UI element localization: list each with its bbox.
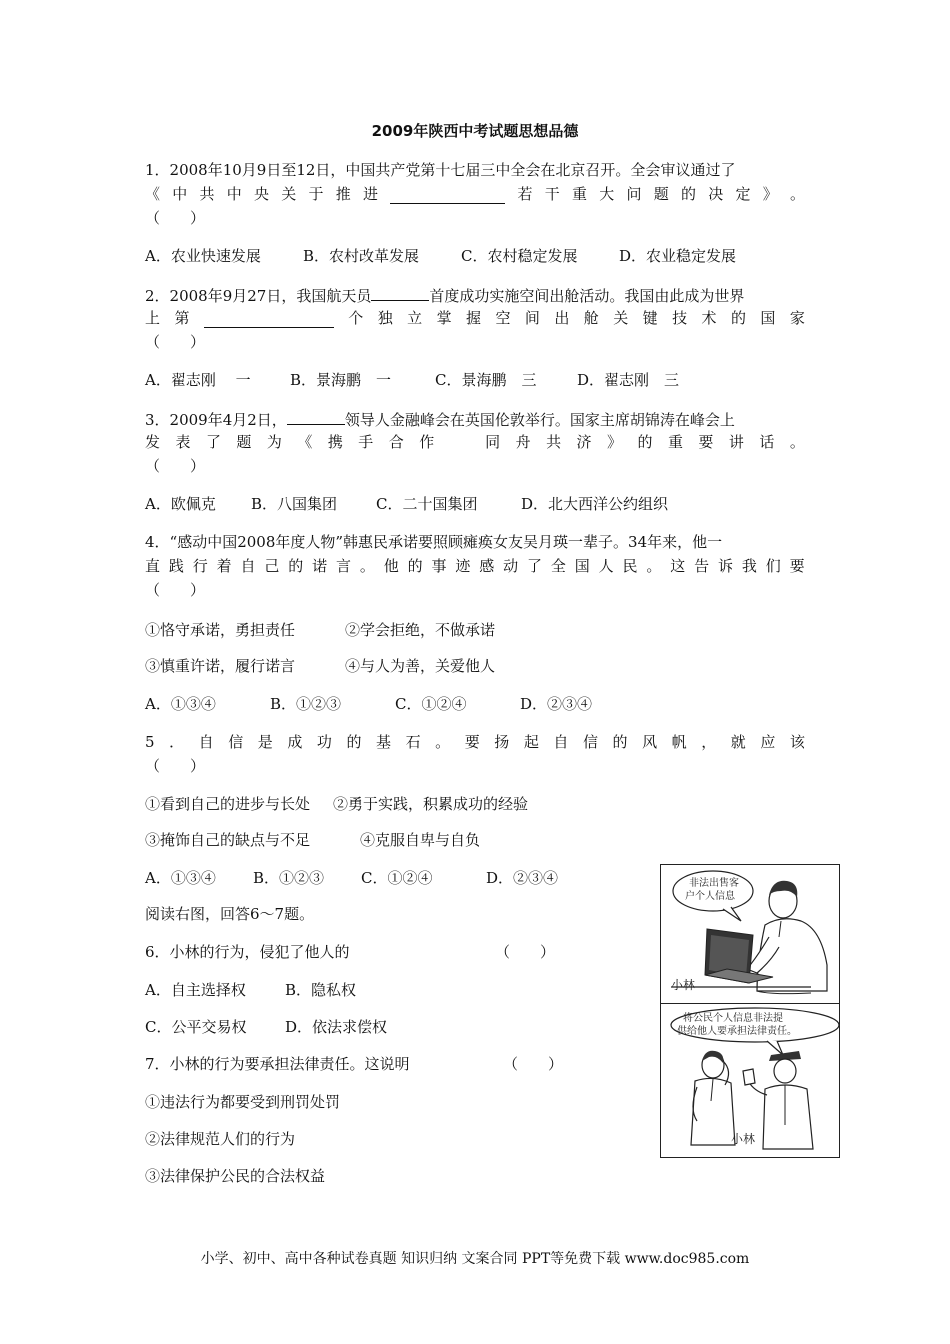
q5-statement-4: ④克服自卑与自负 <box>360 831 481 849</box>
q4-paren: （ ） <box>145 581 206 599</box>
line-char: 们 <box>765 557 781 575</box>
q4-statement-3: ③慎重许诺，履行诺言 <box>145 657 296 675</box>
q5-paren: （ ） <box>145 757 206 775</box>
line-char: 事 <box>431 557 447 575</box>
line-char: 技 <box>672 309 688 327</box>
q6-stem-line <box>145 942 555 962</box>
line-char: 风 <box>642 733 658 751</box>
q3-option-d: D．北大西洋公约组织 <box>521 495 669 513</box>
q3-option-c: C．二十国集团 <box>376 495 478 513</box>
line-char: 迹 <box>455 557 471 575</box>
line-char: 动 <box>503 557 519 575</box>
q2-option-c: C．景海鹏 三 <box>435 371 537 389</box>
line-char: 定 <box>735 185 751 203</box>
line-char: 舟 <box>515 433 531 451</box>
line-char: 讲 <box>728 433 744 451</box>
line-char: 自 <box>240 557 256 575</box>
q5-option-d: D．②③④ <box>486 869 559 887</box>
q4-option-a: A．①③④ <box>145 695 216 713</box>
line-char: 全 <box>550 557 566 575</box>
line-char: 济 <box>576 433 592 451</box>
line-char: 感 <box>479 557 495 575</box>
line-char: 关 <box>613 309 629 327</box>
q5-options <box>145 868 558 888</box>
line-char: 就 <box>730 733 746 751</box>
q4-line1: 4．“感动中国2008年度人物”韩惠民承诺要照顾瘫痪女友吴月瑛一辈子。34年来，他一 <box>145 533 723 551</box>
line-char: 于 <box>308 185 324 203</box>
q2-line2 <box>145 308 805 328</box>
line-char: 若 <box>517 185 533 203</box>
line-char: 同 <box>485 433 501 451</box>
line-char: 功 <box>316 733 332 751</box>
q3-paren: （ ） <box>145 457 206 475</box>
line-char: 的 <box>346 733 362 751</box>
line-char: 自 <box>553 733 569 751</box>
line-char: 我 <box>741 557 757 575</box>
line-char: 题 <box>236 433 252 451</box>
answer-blank <box>390 187 505 204</box>
q2-paren: （ ） <box>145 333 206 351</box>
q3-line1-b: 领导人金融峰会在英国伦敦举行。国家主席胡锦涛在峰会上 <box>344 411 735 429</box>
q2-option-b: B．景海鹏 一 <box>290 371 392 389</box>
line-char: 关 <box>281 185 297 203</box>
q3-option-b: B．八国集团 <box>251 495 338 513</box>
line-char: 键 <box>642 309 658 327</box>
line-char: 共 <box>199 185 215 203</box>
q3-option-a: A．欧佩克 <box>145 495 216 513</box>
q4-statement-2: ②学会拒绝，不做承诺 <box>345 621 496 639</box>
line-char: 掌 <box>436 309 452 327</box>
line-char: 了 <box>205 433 221 451</box>
line-char: 握 <box>466 309 482 327</box>
line-char: 诺 <box>312 557 328 575</box>
line-char: 题 <box>653 185 669 203</box>
q6-paren: （ ） <box>495 943 556 961</box>
q4-statements-1 <box>145 620 495 640</box>
q1-options <box>145 246 736 266</box>
line-char: 要 <box>464 733 480 751</box>
line-char: 的 <box>680 185 696 203</box>
q4-option-d: D．②③④ <box>520 695 593 713</box>
line-char: 。 <box>359 557 375 575</box>
q5-statement-3: ③掩饰自己的缺点与不足 <box>145 831 311 849</box>
line-char: 舱 <box>583 309 599 327</box>
line-char: 了 <box>527 557 543 575</box>
q3-blank1 <box>287 408 345 425</box>
q4-statement-1: ①恪守承诺，勇担责任 <box>145 621 296 639</box>
q4-statements-2 <box>145 656 495 676</box>
answer-blank <box>204 311 334 328</box>
q3-line1-a: 3．2009年4月2日， <box>145 411 287 429</box>
line-char: 行 <box>192 557 208 575</box>
line-char: 应 <box>760 733 776 751</box>
line-char: 进 <box>363 185 379 203</box>
bubble1-line1: 非法出售客 <box>689 878 739 889</box>
page-title: 2009年陕西中考试题思想品德 <box>371 122 579 140</box>
line-char: 上 <box>145 309 161 327</box>
q2-option-a: A．翟志刚 一 <box>145 371 251 389</box>
q4-line2 <box>145 556 805 576</box>
q5-line1 <box>145 732 805 752</box>
line-char: 携 <box>327 433 343 451</box>
q5-option-b: B．①②③ <box>253 869 325 887</box>
q7-statement-3: ③法律保护公民的合法权益 <box>145 1167 326 1185</box>
line-char: 该 <box>789 733 805 751</box>
line-char: 重 <box>571 185 587 203</box>
q5-option-a: A．①③④ <box>145 869 216 887</box>
line-char: 空 <box>495 309 511 327</box>
line-char: 手 <box>358 433 374 451</box>
line-char: 干 <box>544 185 560 203</box>
line-char: 成 <box>287 733 303 751</box>
line-char: 为 <box>266 433 282 451</box>
comic-panel-1 <box>661 865 839 1004</box>
line-char: 推 <box>335 185 351 203</box>
line-char: 这 <box>670 557 686 575</box>
line-char: 家 <box>789 309 805 327</box>
q2-blank1 <box>371 284 429 301</box>
line-char: 的 <box>637 433 653 451</box>
line-char: 出 <box>554 309 570 327</box>
line-char: 》 <box>762 185 778 203</box>
q5-option-c: C．①②④ <box>361 869 433 887</box>
q1-option-a: A．农业快速发展 <box>145 247 261 265</box>
comic-panel-2 <box>661 1005 839 1157</box>
line-char: 立 <box>407 309 423 327</box>
line-char: 国 <box>760 309 776 327</box>
q2-line1-b: 首度成功实施空间出舱活动。我国由此成为世界 <box>429 287 745 305</box>
line-char: 信 <box>228 733 244 751</box>
q6-option-c: C．公平交易权 <box>145 1018 247 1036</box>
q6-option-a: A．自主选择权 <box>145 981 246 999</box>
q7-paren: （ ） <box>503 1055 564 1073</box>
q2-option-d: D．翟志刚 三 <box>577 371 680 389</box>
q5-statement-2: ②勇于实践，积累成功的经验 <box>333 795 529 813</box>
read-instruction: 阅读右图，回答6～7题。 <box>145 905 315 923</box>
line-char: 国 <box>574 557 590 575</box>
line-char: 术 <box>701 309 717 327</box>
q5-statements-1 <box>145 794 528 814</box>
q4-option-b: B．①②③ <box>270 695 342 713</box>
line-char: ． <box>169 733 185 751</box>
bubble1-line2: 户个人信息 <box>685 891 735 902</box>
q3-options <box>145 494 668 514</box>
line-char: 》 <box>607 433 623 451</box>
line-char: 告 <box>694 557 710 575</box>
q1-option-b: B．农村改革发展 <box>303 247 420 265</box>
line-char: 第 <box>174 309 190 327</box>
line-char: 直 <box>145 557 161 575</box>
q6-stem: 6．小林的行为，侵犯了他人的 <box>145 943 350 961</box>
line-char: 话 <box>759 433 775 451</box>
line-char: 要 <box>789 557 805 575</box>
q4-options <box>145 694 592 714</box>
bubble2-line1: 将公民个人信息非法提 <box>683 1013 783 1024</box>
comic-figure <box>660 864 840 1158</box>
line-char: 中 <box>172 185 188 203</box>
q7-statement-1: ①违法行为都要受到刑罚处罚 <box>145 1093 341 1111</box>
line-char: 重 <box>667 433 683 451</box>
q1-line1: 1．2008年10月9日至12日，中国共产党第十七届三中全会在北京召开。全会审议通过了 <box>145 161 736 179</box>
line-char: 间 <box>524 309 540 327</box>
panel2-label: 小林 <box>731 1132 756 1146</box>
q3-line2 <box>145 432 805 452</box>
line-char: 共 <box>546 433 562 451</box>
line-char: 大 <box>599 185 615 203</box>
line-char: 合 <box>388 433 404 451</box>
line-char: 问 <box>626 185 642 203</box>
line-char: 的 <box>730 309 746 327</box>
q1-option-d: D．农业稳定发展 <box>619 247 737 265</box>
line-char: 。 <box>789 433 805 451</box>
page-footer: 小学、初中、高中各种试卷真题 知识归纳 文案合同 PPT等免费下载 www.doc985.com <box>200 1251 750 1267</box>
line-char: 帆 <box>671 733 687 751</box>
line-char: 自 <box>198 733 214 751</box>
line-char: 人 <box>598 557 614 575</box>
q7-stem: 7．小林的行为要承担法律责任。这说明 <box>145 1055 410 1073</box>
q4-statement-4: ④与人为善，关爱他人 <box>345 657 496 675</box>
line-char: 的 <box>288 557 304 575</box>
q2-line1 <box>145 284 744 306</box>
line-char: ， <box>701 733 717 751</box>
line-char: 独 <box>377 309 393 327</box>
line-char: 石 <box>405 733 421 751</box>
line-char: 的 <box>612 733 628 751</box>
q5-statements-2 <box>145 830 480 850</box>
q7-stem-line <box>145 1054 563 1074</box>
line-char: 作 <box>419 433 435 451</box>
line-char: 。 <box>435 733 451 751</box>
line-char: 。 <box>646 557 662 575</box>
bubble2-line2: 供给他人要承担法律责任。 <box>677 1026 797 1037</box>
q1-line2 <box>145 184 805 204</box>
line-char: 扬 <box>494 733 510 751</box>
line-char: 发 <box>145 433 161 451</box>
q6-options-1 <box>145 980 356 1000</box>
line-char: 言 <box>336 557 352 575</box>
line-char: 个 <box>348 309 364 327</box>
line-char: 践 <box>168 557 184 575</box>
line-char: 要 <box>698 433 714 451</box>
line-char: 己 <box>264 557 280 575</box>
line-char: 《 <box>145 185 161 203</box>
line-char: 民 <box>622 557 638 575</box>
line-char: 基 <box>376 733 392 751</box>
line-char: 中 <box>226 185 242 203</box>
q2-options <box>145 370 679 390</box>
line-char: 着 <box>216 557 232 575</box>
panel1-label: 小林 <box>671 978 696 992</box>
q6-option-b: B．隐私权 <box>285 981 357 999</box>
q5-statement-1: ①看到自己的进步与长处 <box>145 795 311 813</box>
line-char: 的 <box>407 557 423 575</box>
q2-line1-a: 2．2008年9月27日，我国航天员 <box>145 287 372 305</box>
line-char: 5 <box>145 733 155 751</box>
q1-paren: （ ） <box>145 209 206 227</box>
q3-line1 <box>145 408 735 430</box>
line-char: 他 <box>383 557 399 575</box>
line-char: 诉 <box>718 557 734 575</box>
q7-statement-2: ②法律规范人们的行为 <box>145 1130 296 1148</box>
line-char: 表 <box>175 433 191 451</box>
q4-option-c: C．①②④ <box>395 695 467 713</box>
line-char: 是 <box>257 733 273 751</box>
q6-option-d: D．依法求偿权 <box>285 1018 388 1036</box>
line-char: 。 <box>789 185 805 203</box>
q1-option-c: C．农村稳定发展 <box>461 247 578 265</box>
line-char: 信 <box>582 733 598 751</box>
line-char: 决 <box>708 185 724 203</box>
q6-options-2 <box>145 1017 387 1037</box>
line-char: 央 <box>254 185 270 203</box>
line-char: 起 <box>523 733 539 751</box>
line-char: 《 <box>297 433 313 451</box>
